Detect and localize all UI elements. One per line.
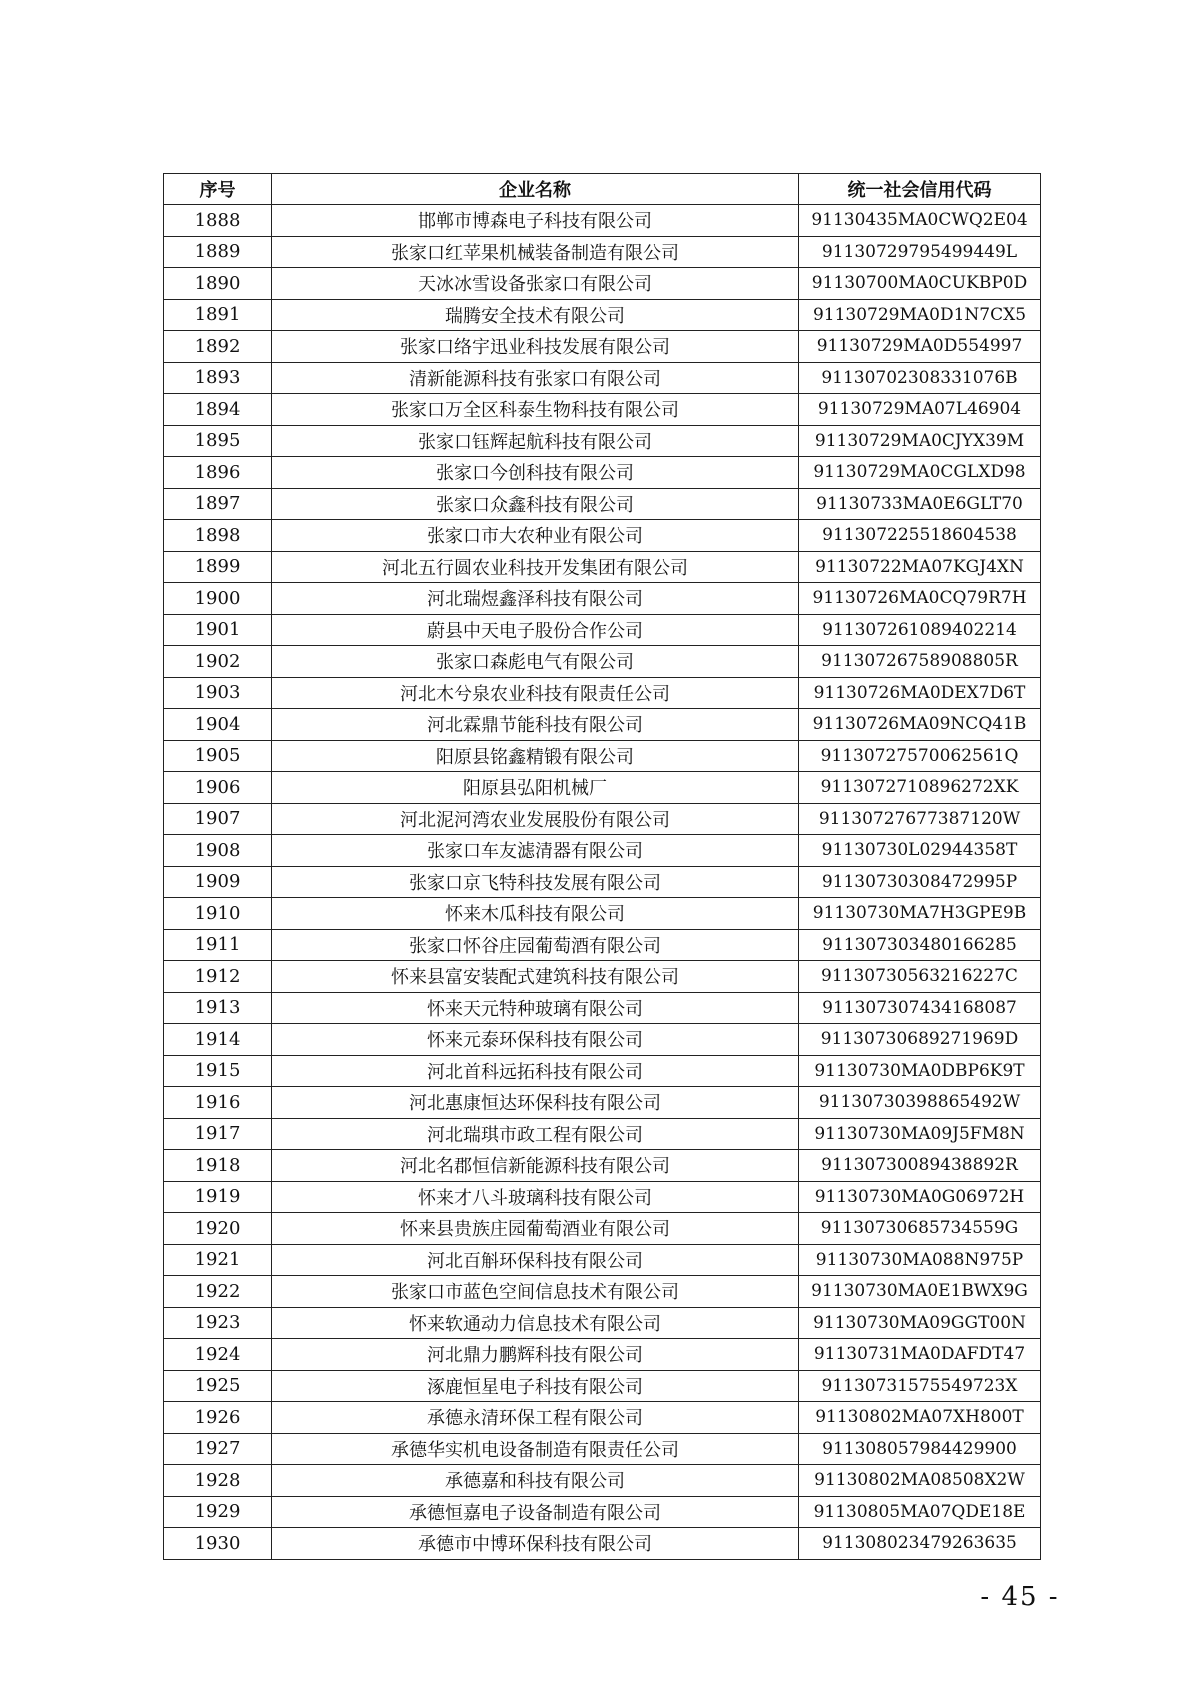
row-company-name: 承德恒嘉电子设备制造有限公司 (272, 1496, 799, 1528)
row-serial-number: 1910 (164, 898, 272, 930)
row-serial-number: 1900 (164, 583, 272, 615)
table-row (164, 1496, 1041, 1528)
row-serial-number: 1913 (164, 992, 272, 1024)
row-company-name: 承德永清环保工程有限公司 (272, 1402, 799, 1434)
row-company-name: 河北霖鼎节能科技有限公司 (272, 709, 799, 741)
table-row (164, 488, 1041, 520)
row-credit-code: 91130729MA0D554997 (799, 331, 1041, 363)
row-serial-number: 1899 (164, 551, 272, 583)
table-row (164, 520, 1041, 552)
row-credit-code: 91130730MA088N975P (799, 1244, 1041, 1276)
table-row (164, 1118, 1041, 1150)
row-credit-code: 91130726MA0DEX7D6T (799, 677, 1041, 709)
row-serial-number: 1903 (164, 677, 272, 709)
table-row (164, 1213, 1041, 1245)
row-serial-number: 1916 (164, 1087, 272, 1119)
row-serial-number: 1897 (164, 488, 272, 520)
row-serial-number: 1904 (164, 709, 272, 741)
row-serial-number: 1917 (164, 1118, 272, 1150)
row-credit-code: 91130733MA0E6GLT70 (799, 488, 1041, 520)
row-company-name: 河北名郡恒信新能源科技有限公司 (272, 1150, 799, 1182)
table-row (164, 709, 1041, 741)
row-company-name: 张家口钰辉起航科技有限公司 (272, 425, 799, 457)
row-credit-code: 91130726MA09NCQ41B (799, 709, 1041, 741)
row-credit-code: 91130722551860453​8 (799, 520, 1041, 552)
table-row (164, 772, 1041, 804)
table-row (164, 331, 1041, 363)
table-row (164, 457, 1041, 489)
table-row (164, 1024, 1041, 1056)
row-company-name: 承德华实机电设备制造有限责任公司 (272, 1433, 799, 1465)
table-row (164, 866, 1041, 898)
row-credit-code: 91130730MA0E1BWX9G (799, 1276, 1041, 1308)
row-serial-number: 1920 (164, 1213, 272, 1245)
row-company-name: 涿鹿恒星电子科技有限公司 (272, 1370, 799, 1402)
row-credit-code: 91130805MA07QDE18E (799, 1496, 1041, 1528)
row-serial-number: 1893 (164, 362, 272, 394)
table-row (164, 898, 1041, 930)
row-serial-number: 1915 (164, 1055, 272, 1087)
row-company-name: 怀来才八斗玻璃科技有限公司 (272, 1181, 799, 1213)
table-row (164, 205, 1041, 237)
row-credit-code: 91130731MA0DAFDT47 (799, 1339, 1041, 1371)
row-company-name: 承德嘉和科技有限公司 (272, 1465, 799, 1497)
row-credit-code: 911307271089627​2XK (799, 772, 1041, 804)
row-serial-number: 1923 (164, 1307, 272, 1339)
table-row (164, 236, 1041, 268)
row-company-name: 张家口市蓝色空间信息技术有限公司 (272, 1276, 799, 1308)
row-company-name: 承德市中博环保科技有限公司 (272, 1528, 799, 1560)
row-credit-code: 91130730089438892R (799, 1150, 1041, 1182)
row-credit-code: 91130730MA09J5FM8N (799, 1118, 1041, 1150)
row-credit-code: 91130729795499449L (799, 236, 1041, 268)
table-row (164, 394, 1041, 426)
table-row (164, 803, 1041, 835)
row-credit-code: 91130730L02944358T (799, 835, 1041, 867)
row-credit-code: 91130726MA0CQ79R7H (799, 583, 1041, 615)
row-credit-code: 91130731575549723X (799, 1370, 1041, 1402)
row-credit-code: 91130730MA09GGT00N (799, 1307, 1041, 1339)
table-row (164, 425, 1041, 457)
table-row (164, 268, 1041, 300)
table-row (164, 646, 1041, 678)
row-serial-number: 1907 (164, 803, 272, 835)
row-serial-number: 1901 (164, 614, 272, 646)
row-company-name: 张家口市大农种业有限公司 (272, 520, 799, 552)
page-number: - 45 - (980, 1582, 1060, 1612)
table-row (164, 1339, 1041, 1371)
table-row (164, 1402, 1041, 1434)
row-serial-number: 1921 (164, 1244, 272, 1276)
table-row (164, 1150, 1041, 1182)
row-credit-code: 91130702308331076B (799, 362, 1041, 394)
row-serial-number: 1908 (164, 835, 272, 867)
row-credit-code: 91130435MA0CWQ2E04 (799, 205, 1041, 237)
table-row (164, 740, 1041, 772)
row-company-name: 河北木兮泉农业科技有限责任公司 (272, 677, 799, 709)
table-row (164, 614, 1041, 646)
row-credit-code: 91130730MA7H3GPE9B (799, 898, 1041, 930)
row-credit-code: 91130730398865492W (799, 1087, 1041, 1119)
row-company-name: 邯郸市博森电子科技有限公司 (272, 205, 799, 237)
row-credit-code: 911307261089402214 (799, 614, 1041, 646)
header-company-name: 企业名称 (272, 174, 799, 205)
table-row (164, 583, 1041, 615)
row-serial-number: 1930 (164, 1528, 272, 1560)
row-serial-number: 1896 (164, 457, 272, 489)
header-credit-code: 统一社会信用代码 (799, 174, 1041, 205)
row-company-name: 阳原县弘阳机械厂 (272, 772, 799, 804)
row-company-name: 张家口森彪电气有限公司 (272, 646, 799, 678)
table-header-row (164, 174, 1041, 205)
row-credit-code: 91130729MA0CJYX39M (799, 425, 1041, 457)
row-serial-number: 1928 (164, 1465, 272, 1497)
row-credit-code: 91130729MA0CGLXD98 (799, 457, 1041, 489)
row-company-name: 阳原县铭鑫精锻有限公司 (272, 740, 799, 772)
row-credit-code: 911307303480166285 (799, 929, 1041, 961)
row-company-name: 清新能源科技有张家口有限公司 (272, 362, 799, 394)
row-credit-code: 91130730MA0G06972H (799, 1181, 1041, 1213)
row-credit-code: 911307307434168087 (799, 992, 1041, 1024)
row-credit-code: 91130722MA07KGJ4XN (799, 551, 1041, 583)
row-serial-number: 1888 (164, 205, 272, 237)
row-serial-number: 1926 (164, 1402, 272, 1434)
row-company-name: 蔚县中天电子股份合作公司 (272, 614, 799, 646)
row-company-name: 张家口今创科技有限公司 (272, 457, 799, 489)
table-row (164, 1433, 1041, 1465)
row-serial-number: 1911 (164, 929, 272, 961)
row-serial-number: 1914 (164, 1024, 272, 1056)
table-row (164, 992, 1041, 1024)
table-row (164, 1307, 1041, 1339)
row-company-name: 张家口怀谷庄园葡萄酒有限公司 (272, 929, 799, 961)
row-company-name: 河北瑞琪市政工程有限公司 (272, 1118, 799, 1150)
row-company-name: 张家口红苹果机械装备制造有限公司 (272, 236, 799, 268)
row-serial-number: 1892 (164, 331, 272, 363)
row-credit-code: 91130730563216227C (799, 961, 1041, 993)
table-row (164, 1465, 1041, 1497)
table-row (164, 1370, 1041, 1402)
table-row (164, 677, 1041, 709)
table-row (164, 961, 1041, 993)
row-company-name: 怀来县富安装配式建筑科技有限公司 (272, 961, 799, 993)
row-serial-number: 1919 (164, 1181, 272, 1213)
row-company-name: 怀来木瓜科技有限公司 (272, 898, 799, 930)
row-company-name: 怀来县贵族庄园葡萄酒业有限公司 (272, 1213, 799, 1245)
row-company-name: 河北首科远拓科技有限公司 (272, 1055, 799, 1087)
row-serial-number: 1925 (164, 1370, 272, 1402)
row-serial-number: 1898 (164, 520, 272, 552)
row-company-name: 河北鼎力鹏辉科技有限公司 (272, 1339, 799, 1371)
row-credit-code: 91130729MA07L46904 (799, 394, 1041, 426)
table-row (164, 299, 1041, 331)
row-serial-number: 1890 (164, 268, 272, 300)
table-row (164, 1055, 1041, 1087)
row-credit-code: 91130730685734559G (799, 1213, 1041, 1245)
row-serial-number: 1905 (164, 740, 272, 772)
row-serial-number: 1918 (164, 1150, 272, 1182)
row-serial-number: 1927 (164, 1433, 272, 1465)
row-company-name: 河北惠康恒达环保科技有限公司 (272, 1087, 799, 1119)
table-row (164, 929, 1041, 961)
row-serial-number: 1922 (164, 1276, 272, 1308)
row-company-name: 河北百斛环保科技有限公司 (272, 1244, 799, 1276)
row-serial-number: 1895 (164, 425, 272, 457)
row-credit-code: 91130700MA0CUKBP0D (799, 268, 1041, 300)
row-company-name: 怀来天元特种玻璃有限公司 (272, 992, 799, 1024)
table-row (164, 1087, 1041, 1119)
row-serial-number: 1906 (164, 772, 272, 804)
table-row (164, 1528, 1041, 1560)
row-company-name: 天冰冰雪设备张家口有限公司 (272, 268, 799, 300)
row-credit-code: 91130730689271969D (799, 1024, 1041, 1056)
row-serial-number: 1902 (164, 646, 272, 678)
table-row (164, 1244, 1041, 1276)
table-row (164, 1181, 1041, 1213)
header-serial-number: 序号 (164, 174, 272, 205)
row-company-name: 张家口京飞特科技发展有限公司 (272, 866, 799, 898)
row-company-name: 张家口车友滤清器有限公司 (272, 835, 799, 867)
row-credit-code: 91130730MA0DBP6K9T (799, 1055, 1041, 1087)
row-company-name: 张家口众鑫科技有限公司 (272, 488, 799, 520)
row-credit-code: 91130802MA08508X2W (799, 1465, 1041, 1497)
row-serial-number: 1929 (164, 1496, 272, 1528)
row-credit-code: 91130730308472995P (799, 866, 1041, 898)
row-credit-code: 911308023479263635 (799, 1528, 1041, 1560)
table-row (164, 835, 1041, 867)
table-row (164, 551, 1041, 583)
row-credit-code: 91130727570062561Q (799, 740, 1041, 772)
row-credit-code: 91130729MA0D1N7CX5 (799, 299, 1041, 331)
row-company-name: 张家口万全区科泰生物科技有限公司 (272, 394, 799, 426)
row-serial-number: 1912 (164, 961, 272, 993)
table-row (164, 362, 1041, 394)
row-serial-number: 1894 (164, 394, 272, 426)
enterprise-table (163, 173, 1041, 1560)
row-company-name: 河北泥河湾农业发展股份有限公司 (272, 803, 799, 835)
row-credit-code: 911308057984429900 (799, 1433, 1041, 1465)
row-company-name: 河北五行圆农业科技开发集团有限公司 (272, 551, 799, 583)
row-company-name: 怀来软通动力信息技术有限公司 (272, 1307, 799, 1339)
row-serial-number: 1889 (164, 236, 272, 268)
row-company-name: 怀来元泰环保科技有限公司 (272, 1024, 799, 1056)
row-serial-number: 1924 (164, 1339, 272, 1371)
table-row (164, 1276, 1041, 1308)
row-serial-number: 1891 (164, 299, 272, 331)
row-company-name: 河北瑞煜鑫泽科技有限公司 (272, 583, 799, 615)
row-credit-code: 91130726758908805R (799, 646, 1041, 678)
row-credit-code: 91130727677387120W (799, 803, 1041, 835)
row-serial-number: 1909 (164, 866, 272, 898)
row-company-name: 张家口络宇迅业科技发展有限公司 (272, 331, 799, 363)
row-credit-code: 91130802MA07XH800T (799, 1402, 1041, 1434)
row-company-name: 瑞腾安全技术有限公司 (272, 299, 799, 331)
